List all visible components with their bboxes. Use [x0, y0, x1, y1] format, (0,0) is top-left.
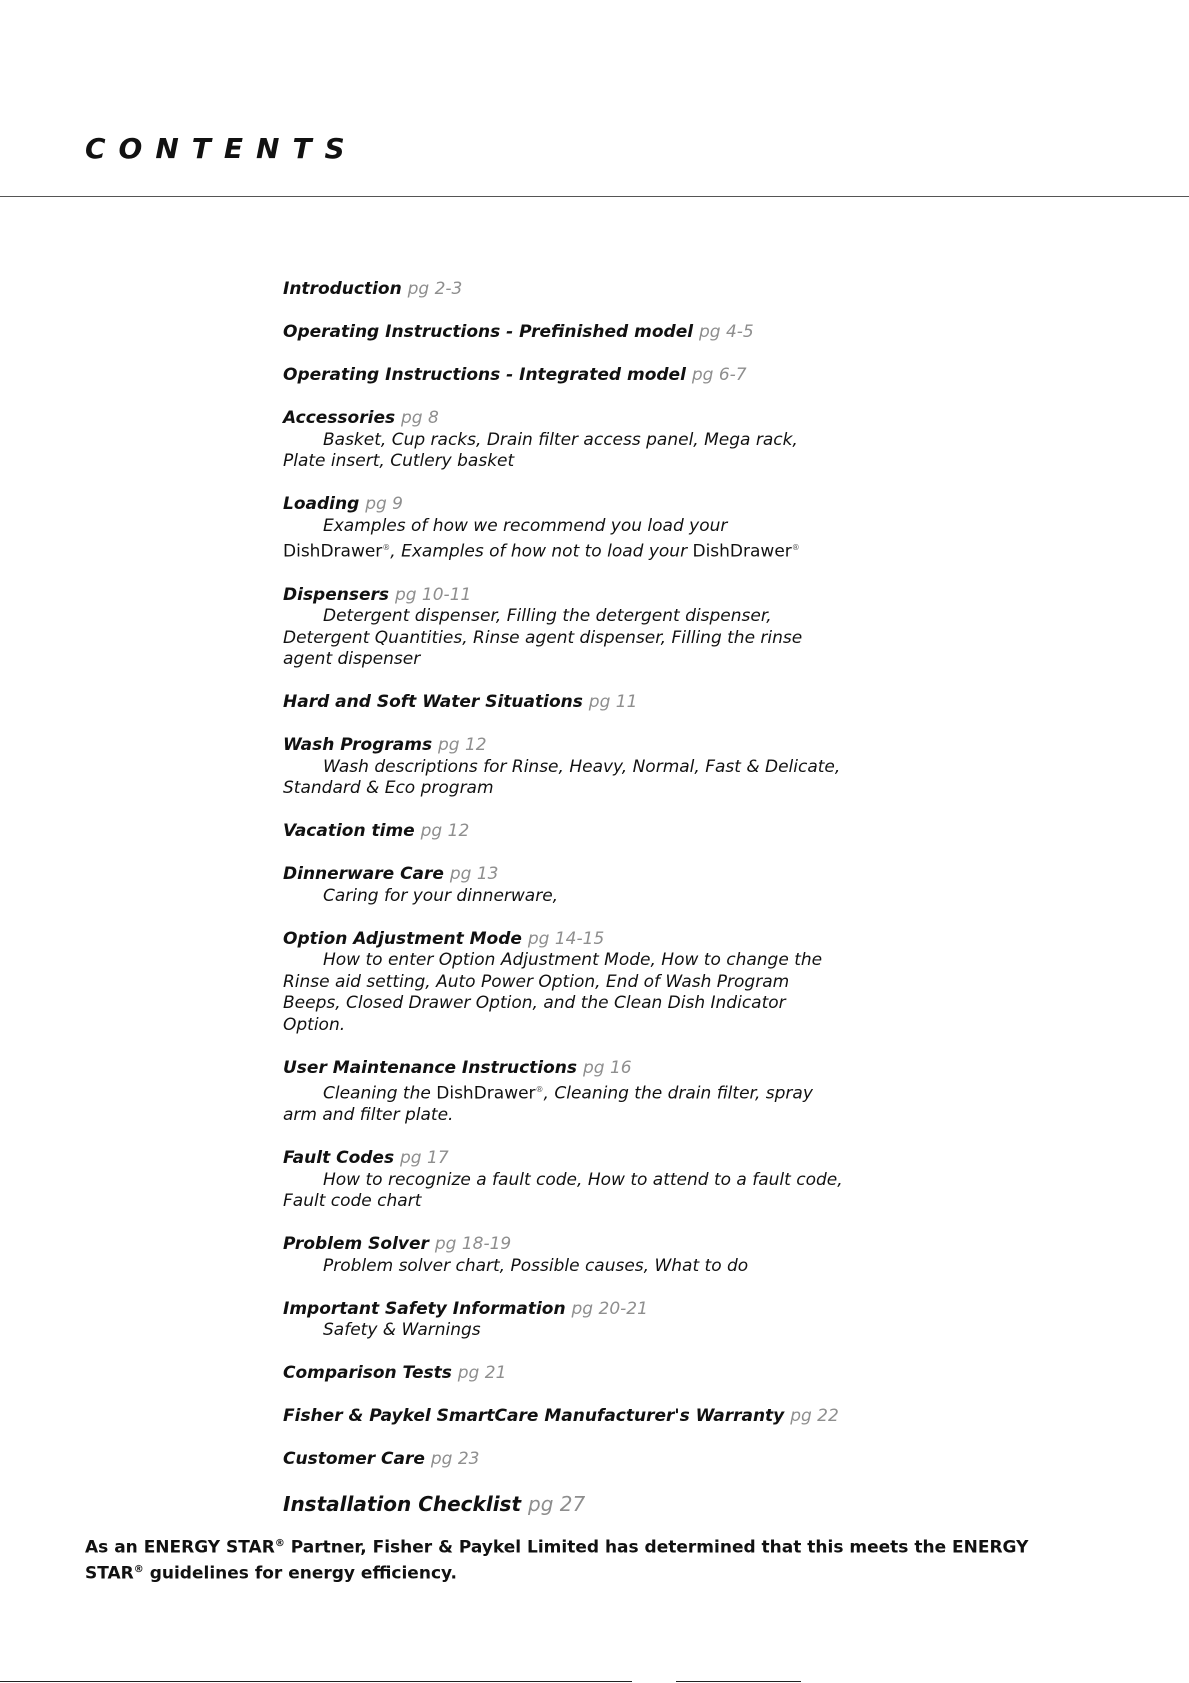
header-divider	[0, 196, 1189, 197]
energy-star-label: ENERGY STAR	[143, 1537, 275, 1558]
toc-entry-operating-prefinished[interactable]	[283, 322, 843, 344]
toc-entry-page: pg 22	[790, 1406, 839, 1427]
registered-mark: ®	[382, 543, 391, 552]
page-title: CONTENTS	[85, 132, 358, 165]
toc-entry-title: Loading	[283, 494, 360, 514]
toc-entry-safety-information[interactable]	[283, 1299, 843, 1342]
toc-entry-page: pg 27	[528, 1492, 586, 1517]
toc-entry-description: How to recognize a fault code, How to attend to a fault code, Fault code chart	[283, 1169, 843, 1212]
energy-star-statement	[85, 1533, 1085, 1585]
toc-entry-comparison-tests[interactable]	[283, 1363, 843, 1385]
toc-entry-title: Option Adjustment Mode	[283, 928, 522, 949]
toc-entry-title: Problem Solver	[283, 1234, 429, 1255]
brand-name: DishDrawer	[283, 541, 383, 562]
toc-entry-title: Vacation time	[283, 821, 415, 842]
toc-entry-vacation-time[interactable]	[283, 821, 843, 843]
toc-entry-title: Comparison Tests	[283, 1363, 452, 1384]
toc-entry-user-maintenance[interactable]	[283, 1058, 843, 1127]
toc-entry-title: Accessories	[283, 408, 396, 428]
toc-entry-dinnerware-care[interactable]	[283, 864, 843, 907]
toc-entry-title: Dispensers	[283, 584, 390, 605]
toc-entry-page: pg 21	[457, 1363, 507, 1384]
toc-entry-wash-programs[interactable]	[283, 735, 843, 800]
registered-mark: ®	[791, 543, 800, 552]
brand-name: DishDrawer	[692, 541, 792, 562]
toc-entry-installation-checklist[interactable]	[283, 1492, 843, 1516]
desc-text: Cleaning the	[323, 1083, 431, 1104]
registered-mark: ®	[133, 1564, 144, 1576]
toc-entry-title: Introduction	[283, 279, 402, 299]
toc-entry-page: pg 2-3	[407, 279, 463, 299]
toc-entry-title: Wash Programs	[283, 735, 433, 756]
toc-entry-water-situations[interactable]	[283, 692, 843, 714]
page-bottom-rule-short	[676, 1681, 801, 1682]
toc-entry-title: User Maintenance Instructions	[283, 1057, 578, 1078]
toc-entry-description: Caring for your dinnerware,	[323, 885, 559, 906]
toc-entry-problem-solver[interactable]	[283, 1234, 843, 1277]
toc-entry-page: pg 10-11	[394, 584, 472, 605]
toc-entry-title: Operating Instructions - Prefinished model	[283, 322, 694, 342]
registered-mark: ®	[274, 1538, 285, 1549]
registered-mark: ®	[535, 1085, 544, 1095]
toc-entry-dispensers[interactable]	[283, 585, 843, 671]
toc-entry-warranty[interactable]	[283, 1406, 843, 1428]
toc-entry-description: How to enter Option Adjustment Mode, How to change the Rinse aid setting, Auto Power Option, End of Wash Program Beeps, Closed Drawer Option, and the Clean Dish Indicator Option.	[283, 950, 823, 1035]
toc-entry-accessories[interactable]	[283, 408, 843, 473]
desc-text: , Examples of how not to load your	[390, 541, 688, 562]
toc-entry-page: pg 12	[420, 821, 470, 842]
toc-entry-description: Basket, Cup racks, Drain filter access panel, Mega rack, Plate insert, Cutlery basket	[283, 429, 798, 471]
toc-entry-title: Fault Codes	[283, 1148, 395, 1169]
toc-entry-page: pg 17	[400, 1148, 449, 1169]
toc-entry-title: Installation Checklist	[283, 1492, 522, 1517]
toc-entry-page: pg 12	[438, 735, 487, 756]
toc-entry-option-adjustment[interactable]	[283, 929, 843, 1037]
toc-entry-description: Detergent dispenser, Filling the detergent dispenser, Detergent Quantities, Rinse agent dispenser, Filling the rinse agent dispenser	[283, 606, 803, 670]
toc-entry-description: Wash descriptions for Rinse, Heavy, Normal, Fast & Delicate, Standard & Eco program	[283, 756, 841, 799]
footer-text: guidelines for energy efficiency.	[143, 1563, 457, 1584]
toc-entry-page: pg 16	[582, 1057, 632, 1078]
toc-entry-page: pg 13	[449, 864, 499, 885]
footer-text: As an	[85, 1537, 144, 1558]
brand-name: DishDrawer	[436, 1083, 536, 1104]
desc-text: , Cleaning the drain filter, spray arm and filter plate.	[283, 1083, 813, 1126]
toc-entry-title: Hard and Soft Water Situations	[283, 692, 583, 713]
toc-entry-description	[283, 516, 843, 564]
toc-entry-title: Important Safety Information	[283, 1298, 566, 1319]
toc-entry-description: Safety & Warnings	[323, 1320, 481, 1341]
toc-entry-page: pg 4-5	[698, 322, 754, 342]
toc-entry-page: pg 11	[588, 692, 638, 713]
toc-entry-page: pg 18-19	[434, 1234, 512, 1255]
toc-entry-loading[interactable]	[283, 494, 843, 563]
footer-text: Partner, Fisher & Paykel Limited has determined that this meets the	[284, 1537, 953, 1558]
energy-star-label: ENERGY STAR	[85, 1537, 1029, 1584]
toc-entry-page: pg 8	[401, 408, 439, 428]
toc-entry-page: pg 20-21	[571, 1298, 648, 1319]
toc-entry-page: pg 14-15	[527, 928, 605, 949]
toc-entry-description: Problem solver chart, Possible causes, What to do	[323, 1255, 749, 1276]
toc-entry-title: Dinnerware Care	[283, 864, 444, 885]
toc-entry-introduction[interactable]	[283, 279, 843, 301]
table-of-contents	[283, 279, 843, 1538]
toc-entry-fault-codes[interactable]	[283, 1148, 843, 1213]
toc-entry-customer-care[interactable]	[283, 1449, 843, 1471]
toc-entry-description	[283, 1079, 843, 1127]
toc-entry-page: pg 9	[365, 494, 403, 514]
toc-entry-operating-integrated[interactable]	[283, 365, 843, 387]
toc-entry-page: pg 6-7	[691, 365, 747, 385]
desc-text: Examples of how we recommend you load your	[323, 515, 728, 536]
toc-entry-title: Fisher & Paykel SmartCare Manufacturer's Warranty	[283, 1406, 785, 1427]
toc-entry-page: pg 23	[430, 1449, 480, 1470]
page-bottom-rule	[0, 1681, 632, 1682]
toc-entry-title: Operating Instructions - Integrated model	[283, 365, 686, 385]
toc-entry-title: Customer Care	[283, 1449, 425, 1470]
